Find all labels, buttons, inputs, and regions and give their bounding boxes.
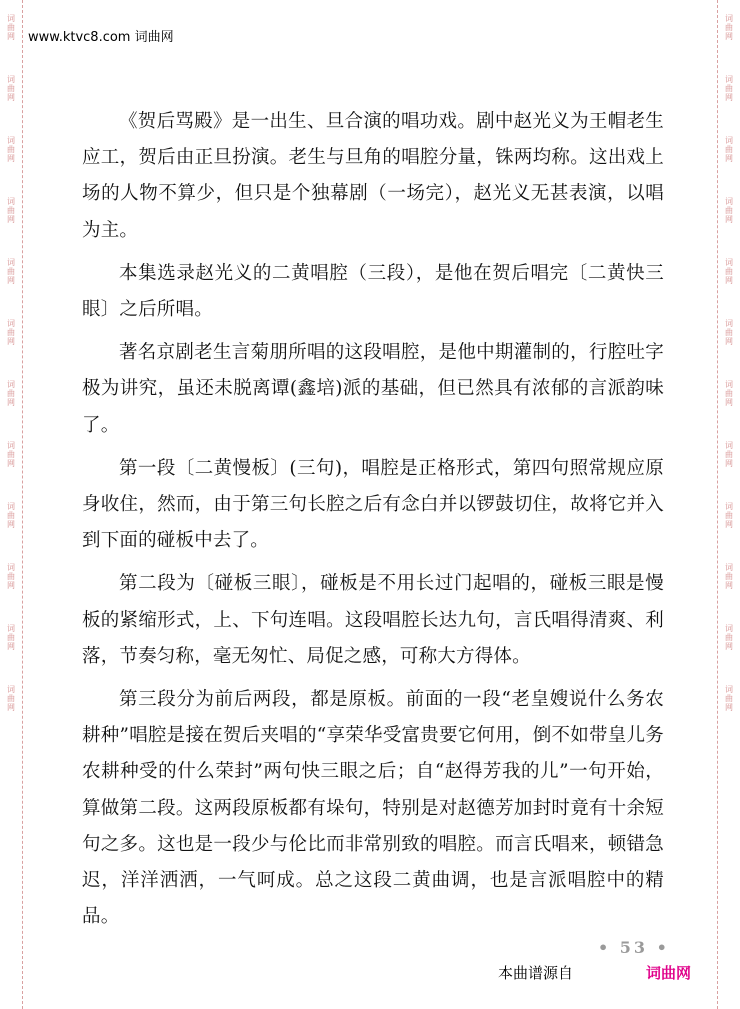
side-watermark-left-3: 词曲网: [7, 136, 15, 163]
side-watermark-right-4: 词曲网: [725, 197, 733, 224]
side-watermark-right-1: 词曲网: [725, 14, 733, 41]
paragraph-6: 第三段分为前后两段，都是原板。前面的一段“老皇嫂说什么务农耕种”唱腔是接在贺后夹唱的“享荣华受富贵要它何用，倒不如带皇儿务农耕种受的什么荣封”两句快三眼之后；自“赵得芳我的儿”一句开始，算做第二段。这两段原板都有垛句，特别是对赵德芳加封时竟有十余短句之多。这也是一段少与伦比而非常别致的唱腔。而言氏唱来，顿错急迟，洋洋洒洒，一气呵成。总之这段二黄曲调，也是言派唱腔中的精品。: [82, 689, 664, 928]
paragraph-2: 本集选录赵光义的二黄唱腔（三段），是他在贺后唱完〔二黄快三眼〕之后所唱。: [82, 262, 664, 321]
side-watermark-right-11: 词曲网: [725, 624, 733, 651]
side-watermark-left-6: 词曲网: [7, 319, 15, 346]
side-watermark-right-5: 词曲网: [725, 258, 733, 285]
footer-site-name[interactable]: 词曲网: [646, 964, 692, 982]
side-watermark-left-12: 词曲网: [7, 685, 15, 712]
side-watermark-left-2: 词曲网: [7, 75, 15, 102]
article-body: [82, 104, 664, 942]
side-watermark-right-12: 词曲网: [725, 685, 733, 712]
right-watermark-strip: [717, 0, 740, 1009]
side-watermark-right-6: 词曲网: [725, 319, 733, 346]
paragraph-3: 著名京剧老生言菊朋所唱的这段唱腔，是他中期灌制的，行腔吐字极为讲究，虽还未脱离谭(鑫培)派的基础，但已然具有浓郁的言派韵味了。: [82, 342, 664, 436]
side-watermark-left-4: 词曲网: [7, 197, 15, 224]
paragraph-5: 第二段为〔碰板三眼〕，碰板是不用长过门起唱的，碰板三眼是慢板的紧缩形式，上、下句连唱。这段唱腔长达九句，言氏唱得清爽、利落，节奏匀称，毫无匆忙、局促之感，可称大方得体。: [82, 573, 664, 667]
side-watermark-right-9: 词曲网: [725, 502, 733, 529]
paragraph-1: 《贺后骂殿》是一出生、旦合演的唱功戏。剧中赵光义为王帽老生应工，贺后由正旦扮演。老生与旦角的唱腔分量，铢两均称。这出戏上场的人物不算少，但只是个独幕剧（一场完），赵光义无甚表演，以唱为主。: [82, 111, 664, 241]
side-watermark-left-9: 词曲网: [7, 502, 15, 529]
header-url-text: www.ktvc8.com 词曲网: [28, 30, 174, 45]
side-watermark-right-10: 词曲网: [725, 563, 733, 590]
side-watermark-right-8: 词曲网: [725, 441, 733, 468]
side-watermark-left-11: 词曲网: [7, 624, 15, 651]
page-number: • 53 •: [598, 938, 670, 957]
side-watermark-right-3: 词曲网: [725, 136, 733, 163]
side-watermark-left-5: 词曲网: [7, 258, 15, 285]
side-watermark-right-2: 词曲网: [725, 75, 733, 102]
side-watermark-right-7: 词曲网: [725, 380, 733, 407]
side-watermark-left-1: 词曲网: [7, 14, 15, 41]
side-watermark-left-7: 词曲网: [7, 380, 15, 407]
footer-source-label: 本曲谱源自: [498, 964, 574, 982]
paragraph-4: 第一段〔二黄慢板〕(三句)，唱腔是正格形式，第四句照常规应原身收住，然而，由于第三句长腔之后有念白并以锣鼓切住，故将它并入到下面的碰板中去了。: [82, 457, 664, 552]
side-watermark-left-10: 词曲网: [7, 563, 15, 590]
left-watermark-strip: [0, 0, 23, 1009]
side-watermark-left-8: 词曲网: [7, 441, 15, 468]
